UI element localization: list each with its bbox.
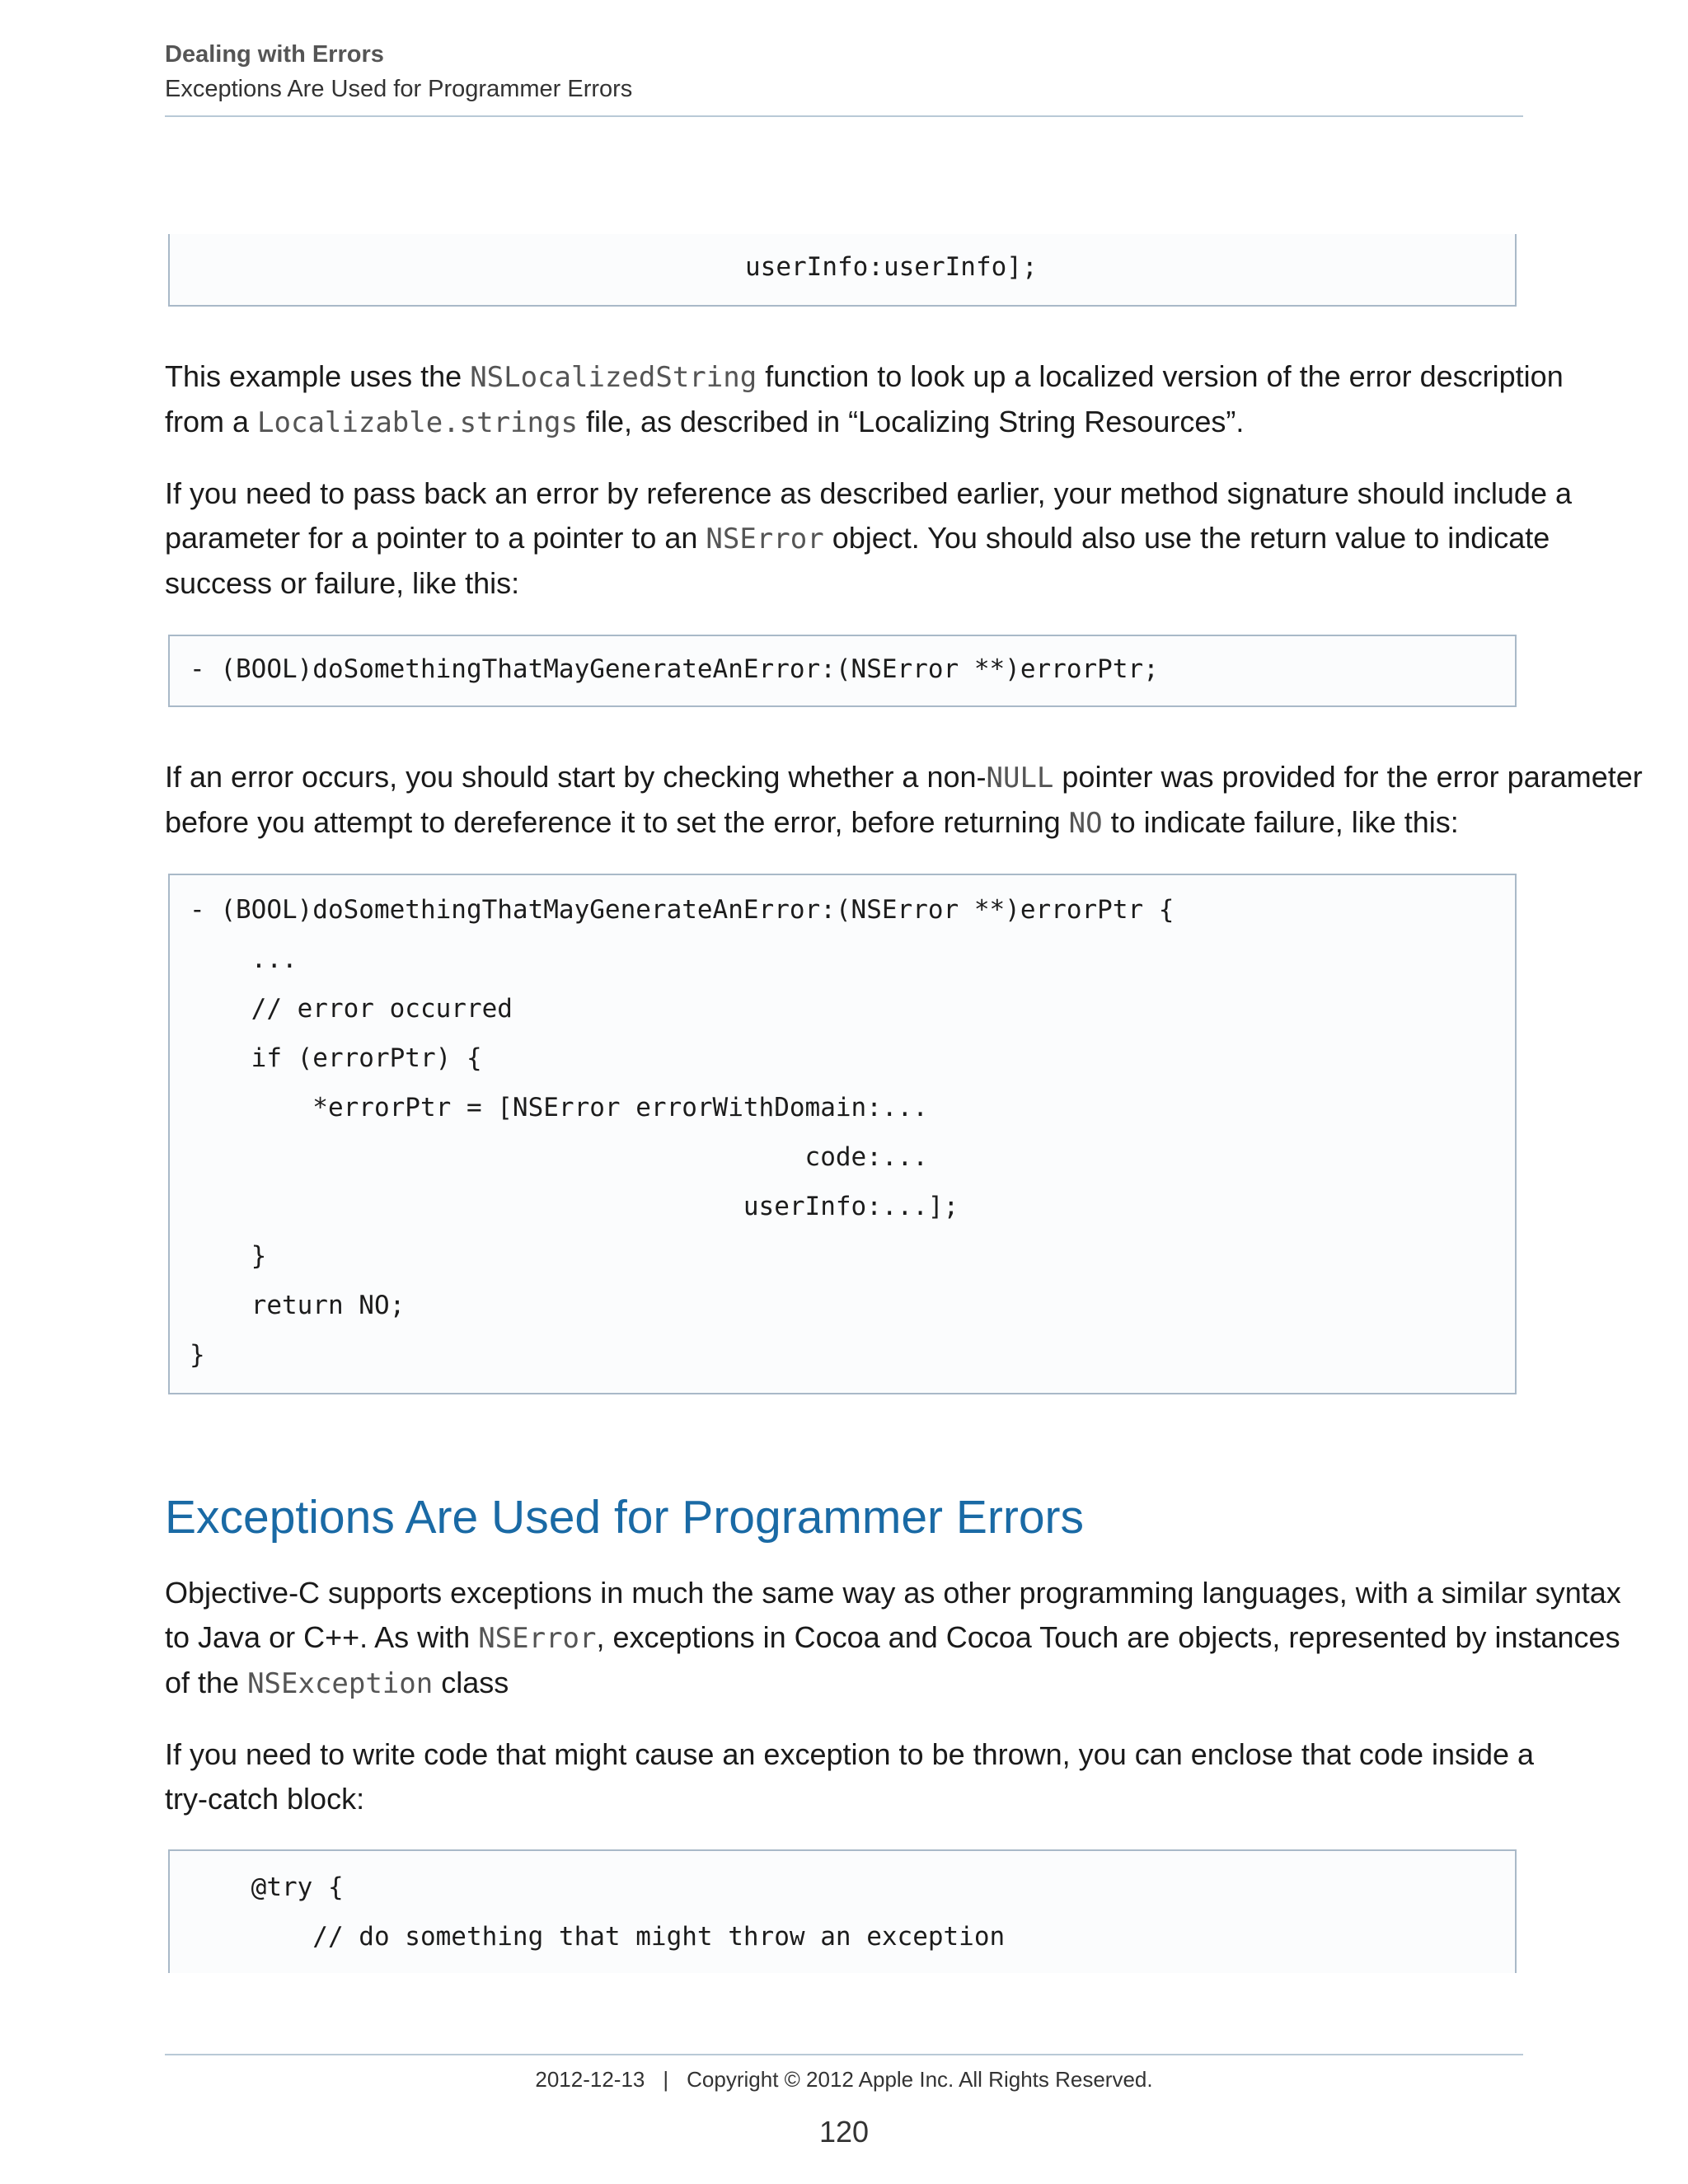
footer-date: 2012-12-13 (535, 2067, 645, 2092)
section-heading: Exceptions Are Used for Programmer Errors (165, 1491, 1085, 1544)
running-header (165, 38, 1523, 117)
inline-code: NSException (247, 1667, 434, 1700)
inline-code: Localizable.strings (257, 406, 578, 439)
paragraph-line: This example uses the NSLocalizedString function to look up a localized version of the error description (165, 359, 1564, 394)
paragraph-line: Objective-C supports exceptions in much the same way as other programming languages, with a similar syntax (165, 1576, 1621, 1610)
body-paragraph (165, 471, 1572, 606)
footer-copyright: Copyright © 2012 Apple Inc. All Rights Reserved. (687, 2067, 1153, 2092)
paragraph-line: before you attempt to dereference it to set the error, before returning NO to indicate failure, like this: (165, 805, 1459, 840)
paragraph-line: success or failure, like this: (165, 566, 520, 600)
body-paragraph (165, 354, 1564, 445)
inline-code: NSError (706, 523, 824, 555)
body-paragraph (165, 1732, 1535, 1821)
code-line: // do something that might throw an exception (190, 1922, 1006, 1952)
inline-code: NSLocalizedString (470, 361, 757, 394)
section-title: Exceptions Are Used for Programmer Errors (165, 76, 633, 102)
paragraph-line: If you need to pass back an error by reference as described earlier, your method signature should include a (165, 476, 1572, 510)
code-line: if (errorPtr) { (190, 1043, 482, 1073)
paragraph-line: If you need to write code that might cause an exception to be thrown, you can enclose that code inside a (165, 1737, 1535, 1771)
footer-rule (165, 2054, 1523, 2055)
code-listing (168, 874, 1517, 1394)
code-line: *errorPtr = [NSError errorWithDomain:... (190, 1093, 928, 1122)
code-line: - (BOOL)doSomethingThatMayGenerateAnError:(NSError **)errorPtr { (190, 895, 1175, 925)
inline-code: NO (1068, 807, 1103, 840)
paragraph-line: If an error occurs, you should start by checking whether a non-NULL pointer was provided for the error parameter (165, 760, 1643, 794)
paragraph-line: from a Localizable.strings file, as described in “Localizing String Resources”. (165, 405, 1245, 439)
code-line: userInfo:...]; (190, 1192, 959, 1221)
paragraph-line: of the NSException class (165, 1666, 509, 1700)
inline-code: NSError (478, 1622, 597, 1655)
code-line: - (BOOL)doSomethingThatMayGenerateAnError:(NSError **)errorPtr; (190, 654, 1159, 684)
paragraph-line: parameter for a pointer to a pointer to an NSError object. You should also use the return value to indicate (165, 521, 1550, 555)
body-paragraph (165, 1571, 1621, 1706)
code-line: // error occurred (190, 994, 513, 1024)
code-line: return NO; (190, 1291, 406, 1320)
code-listing (168, 635, 1517, 707)
inline-code: NULL (986, 762, 1054, 794)
code-line: userInfo:userInfo]; (745, 252, 1038, 282)
footer-separator: | (663, 2067, 669, 2092)
code-line: code:... (190, 1142, 928, 1172)
code-line: } (190, 1241, 267, 1271)
page-number: 120 (818, 2115, 870, 2149)
paragraph-line: try-catch block: (165, 1782, 365, 1816)
code-listing-continues (168, 1849, 1517, 1973)
chapter-title: Dealing with Errors (165, 41, 384, 68)
code-line: ... (190, 944, 298, 974)
body-paragraph (165, 755, 1643, 846)
code-line: } (190, 1340, 205, 1370)
paragraph-line: to Java or C++. As with NSError, exceptions in Cocoa and Cocoa Touch are objects, represented by instances (165, 1620, 1620, 1655)
code-line: @try { (190, 1872, 344, 1902)
footer (0, 2067, 1688, 2093)
code-listing-continued (168, 234, 1517, 307)
